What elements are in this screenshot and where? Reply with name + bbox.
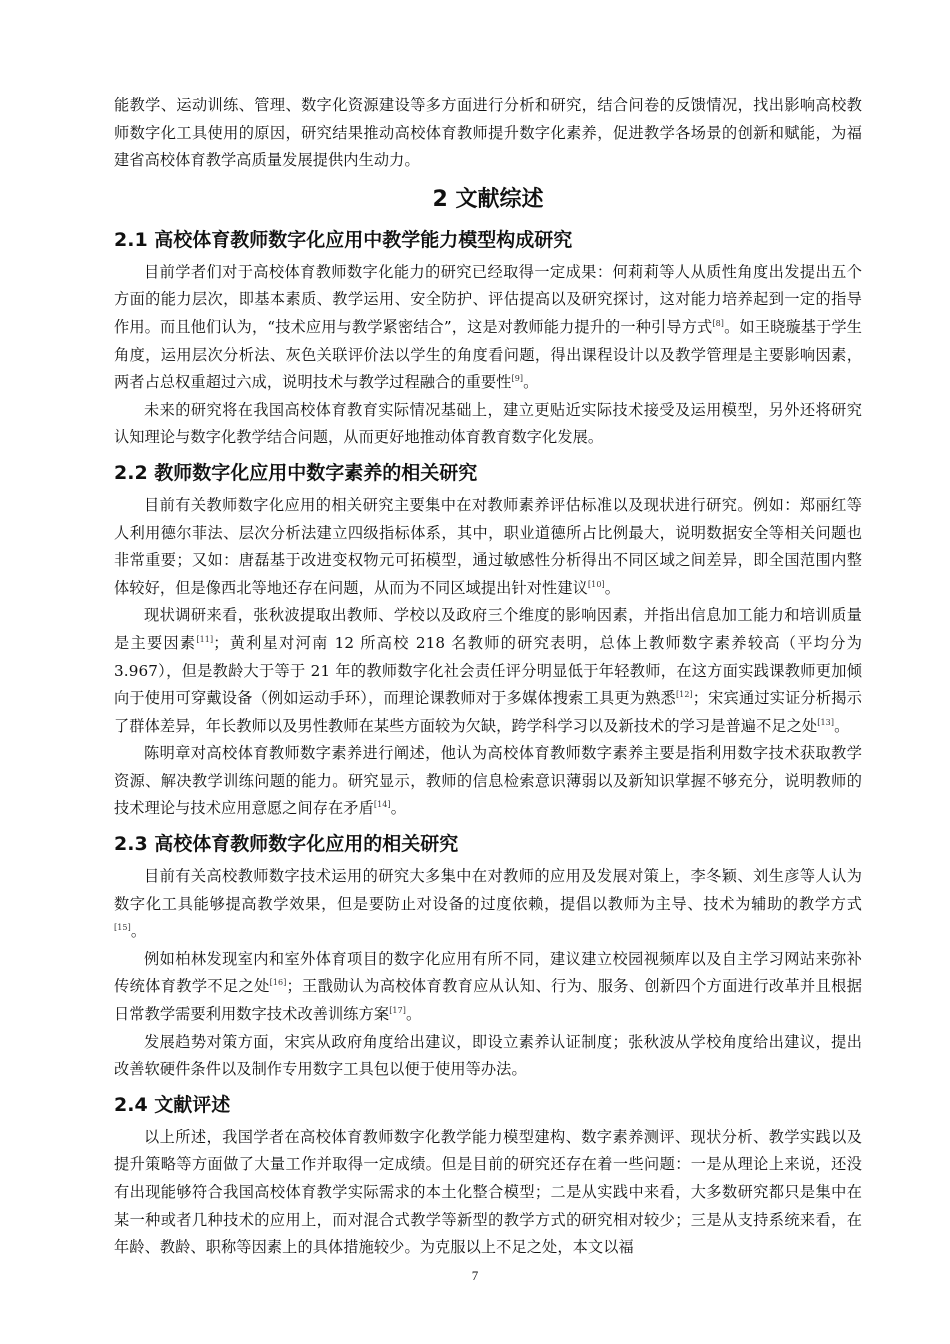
text-run: 目前学者们对于高校体育教师数字化能力的研究已经取得一定成果：何莉莉等人从质性角度出发提出五个方面的能力层次，即基本素质、教学运用、安全防护、评估提高以及研究探讨，这对能力培养起到一定的指导作用。而且他们认为，“技术应用与教学紧密结合”，这是对教师能力提升的一种引导方式 — [114, 262, 862, 336]
citation: [12] — [675, 690, 693, 700]
intro-paragraph: 能教学、运动训练、管理、数字化资源建设等多方面进行分析和研究，结合问卷的反馈情况，找出影响高校教师数字化工具使用的原因，研究结果推动高校体育教师提升数字化素养，促进教学各场景的创新和赋能，为福建省高校体育教学高质量发展提供内生动力。 — [114, 96, 862, 170]
citation: [13] — [817, 717, 835, 727]
text-run: ；宋宾通过实证分析揭示了群体差异，年长教师以及男性教师在某些方面较为欠缺，跨学科学习以及新技术的学习是普遍不足之处 — [114, 689, 862, 735]
paragraph-2-3-a — [114, 863, 862, 946]
citation: [9] — [511, 374, 524, 384]
text-run: 目前有关高校教师数字技术运用的研究大多集中在对教师的应用及发展对策上，李冬颖、刘生彦等人认为数字化工具能够提高教学效果，但是要防止对设备的过度依赖，提倡以教师为主导、技术为辅助的教学方式 — [114, 867, 862, 913]
paragraph-2-3-c: 发展趋势对策方面，宋宾从政府角度给出建议，即设立素养认证制度；张秋波从学校角度给出建议，提出改善软硬件条件以及制作专用数字工具包以便于使用等办法。 — [114, 1032, 862, 1079]
text-run: 例如柏林发现室内和室外体育项目的数字化应用有所不同，建议建立校园视频库以及自主学习网站来弥补传统体育教学不足之处 — [114, 949, 862, 996]
text-run: 。 — [130, 922, 147, 941]
citation: [10] — [587, 579, 605, 589]
text-run: 陈明章对高校体育教师数字素养进行阐述，他认为高校体育教师数字素养主要是指利用数字技术获取教学资源、解决教学训练问题的能力。研究显示，教师的信息检索意识薄弱以及新知识掌握不够充分，说明教师的技术理论与技术应用意愿之间存在矛盾 — [114, 744, 862, 818]
text-run: 。 — [604, 578, 621, 597]
citation: [8] — [712, 318, 725, 328]
page-number: 7 — [471, 1268, 479, 1283]
text-run: 。 — [523, 373, 539, 392]
citation: [16] — [269, 978, 287, 988]
text-run: 现状调研来看，张秋波提取出教师、学校以及政府三个维度的影响因素，并指出信息加工能力和培训质量是主要因素 — [114, 606, 862, 652]
text-run: ；黄利星对河南 12 所高校 218 名教师的研究表明，总体上教师数字素养较高（平均分为 3.967），但是教龄大于等于 21 年的教师数字化社会责任评分明显低于年轻教师，在这方面实践课教师更加倾向于使用可穿戴设备（例如运动手环），而理论课教师对于多媒体搜索工具更为熟悉 — [114, 633, 862, 708]
subsection-2-4-title: 2.4 文献评述 — [114, 1093, 231, 1116]
citation: [14] — [373, 800, 391, 810]
page-content — [114, 92, 862, 1262]
paragraph-2-3-b — [114, 946, 862, 1029]
paragraph-2-1-b: 未来的研究将在我国高校体育教育实际情况基础上，建立更贴近实际技术接受及运用模型，另外还将研究认知理论与数字化教学结合问题，从而更好地推动体育教育数字化发展。 — [114, 400, 862, 447]
text-run: ；王戬勋认为高校体育教育应从认知、行为、服务、创新四个方面进行改革并且根据日常教学需要利用数字技术改善训练方案 — [114, 977, 863, 1024]
text-run: 目前有关教师数字化应用的相关研究主要集中在对教师素养评估标准以及现状进行研究。例如：郑丽红等人利用德尔菲法、层次分析法建立四级指标体系，其中，职业道德所占比例最大，说明数据安全等相关问题也非常重要；又如：唐磊基于改进变权物元可拓模型，通过敏感性分析得出不同区域之间差异，即全国范围内整体较好，但是像西北等地还存在问题，从而为不同区域提出针对性建议 — [114, 495, 862, 597]
citation: [11] — [196, 634, 214, 644]
paragraph-2-2-c — [114, 740, 862, 823]
paragraph-2-2-b — [114, 602, 862, 740]
section-title: 2 文献综述 — [432, 186, 544, 212]
text-run: 。 — [834, 716, 850, 735]
text-run: 。 — [406, 1005, 422, 1024]
subsection-2-3-title: 2.3 高校体育教师数字化应用的相关研究 — [114, 833, 459, 856]
text-run: 。如王晓璇基于学生角度，运用层次分析法、灰色关联评价法以学生的角度看问题，得出课程设计以及教学管理是主要影响因素，两者占总权重超过六成，说明技术与教学过程融合的重要性 — [114, 317, 863, 392]
citation: [15] — [114, 923, 131, 933]
paragraph-2-2-a — [114, 492, 862, 602]
citation: [17] — [389, 1006, 407, 1016]
paragraph-2-1-a — [114, 259, 862, 397]
subsection-2-2-title: 2.2 教师数字化应用中数字素养的相关研究 — [114, 461, 478, 484]
subsection-2-1-title: 2.1 高校体育教师数字化应用中教学能力模型构成研究 — [114, 228, 573, 251]
text-run: 。 — [390, 799, 407, 818]
paragraph-2-4-a: 以上所述，我国学者在高校体育教师数字化教学能力模型建构、数字素养测评、现状分析、教学实践以及提升策略等方面做了大量工作并取得一定成绩。但是目前的研究还存在着一些问题：一是从理论上来说，还没有出现能够符合我国高校体育教学实际需求的本土化整合模型；二是从实践中来看，大多数研究都只是集中在某一种或者几种技术的应用上，而对混合式教学等新型的教学方式的研究相对较少；三是从支持系统来看，在年龄、教龄、职称等因素上的具体措施较少。为克服以上不足之处，本文以福 — [114, 1127, 862, 1257]
